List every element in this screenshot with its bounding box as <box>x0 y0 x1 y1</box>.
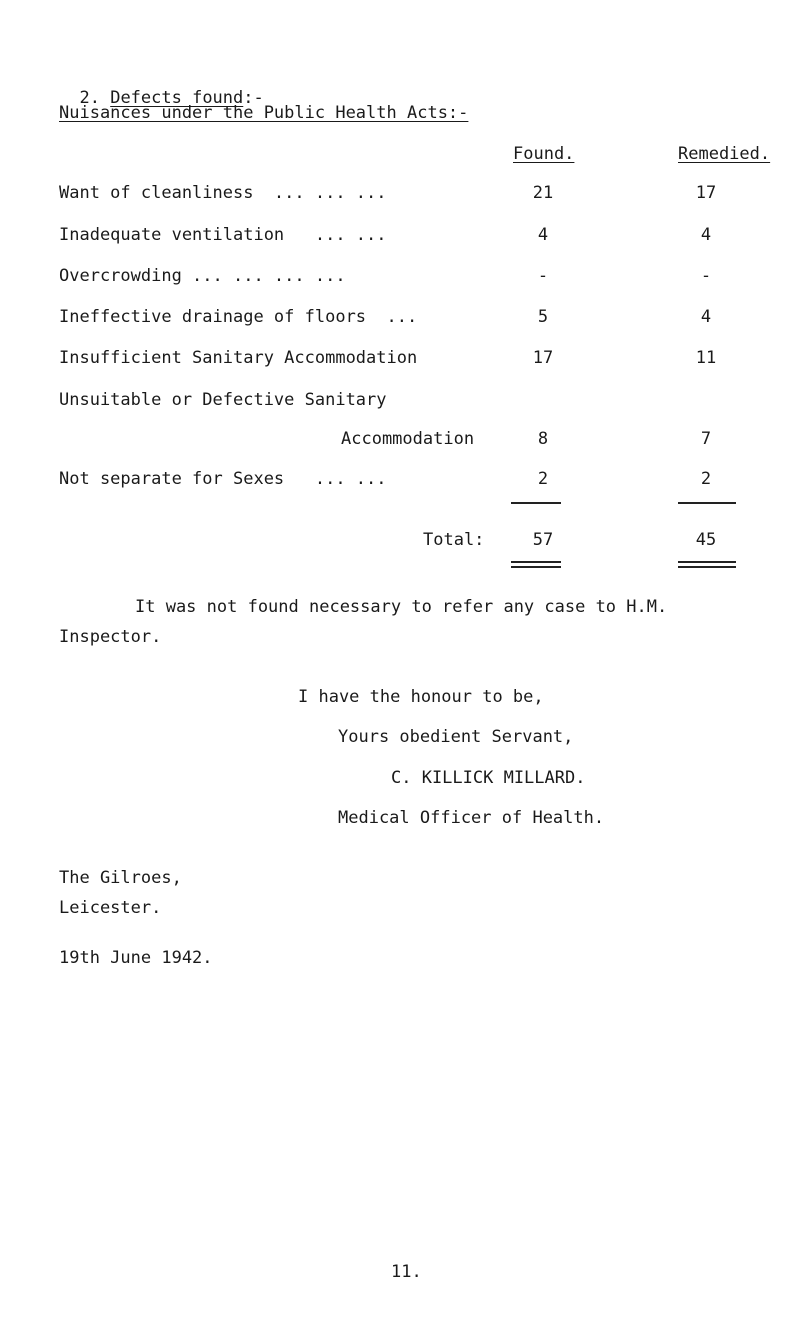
row-label: Insufficient Sanitary Accommodation <box>59 348 418 368</box>
remedied-value: 4 <box>700 307 712 327</box>
row-label: Ineffective drainage of floors ... <box>59 307 418 327</box>
found-value: 21 <box>532 183 554 203</box>
total-label: Total: <box>423 530 485 550</box>
subheading: Nuisances under the Public Health Acts:- <box>59 103 469 123</box>
date: 19th June 1942. <box>59 948 213 968</box>
section-number: 2. <box>79 88 111 108</box>
address-line: Leicester. <box>59 898 162 918</box>
row-label: Unsuitable or Defective Sanitary <box>59 390 387 410</box>
section-heading: 2. Defects found:- <box>79 88 264 108</box>
remedied-value: 4 <box>700 225 712 245</box>
closing-line: Yours obedient Servant, <box>338 727 574 747</box>
found-value: 8 <box>537 429 549 449</box>
total-rule-remedied <box>678 502 736 504</box>
total-rule-found <box>511 502 561 504</box>
row-label-continuation: Accommodation <box>341 429 475 449</box>
total-double-rule-remedied <box>678 561 736 563</box>
address-line: The Gilroes, <box>59 868 182 888</box>
closing-line: I have the honour to be, <box>298 687 544 707</box>
column-header-remedied: Remedied. <box>678 144 771 164</box>
found-value: 2 <box>537 469 549 489</box>
total-double-rule-remedied <box>678 566 736 568</box>
remedied-value: 11 <box>695 348 717 368</box>
found-value: 17 <box>532 348 554 368</box>
found-value: 5 <box>537 307 549 327</box>
row-label: Overcrowding ... ... ... ... <box>59 266 346 286</box>
signatory-title: Medical Officer of Health. <box>338 808 605 828</box>
row-label: Not separate for Sexes ... ... <box>59 469 387 489</box>
section-title: Defects found <box>110 88 244 108</box>
statement-line: It was not found necessary to refer any case to H.M. <box>135 597 668 617</box>
total-remedied: 45 <box>695 530 717 550</box>
row-label: Inadequate ventilation ... ... <box>59 225 387 245</box>
row-label: Want of cleanliness ... ... ... <box>59 183 387 203</box>
total-double-rule-found <box>511 561 561 563</box>
found-value: - <box>537 266 549 286</box>
total-double-rule-found <box>511 566 561 568</box>
column-header-found: Found. <box>513 144 575 164</box>
total-found: 57 <box>532 530 554 550</box>
remedied-value: 2 <box>700 469 712 489</box>
signatory-name: C. KILLICK MILLARD. <box>391 768 586 788</box>
found-value: 4 <box>537 225 549 245</box>
remedied-value: 7 <box>700 429 712 449</box>
remedied-value: - <box>700 266 712 286</box>
remedied-value: 17 <box>695 183 717 203</box>
page-number: 11. <box>391 1262 422 1282</box>
statement-line: Inspector. <box>59 627 162 647</box>
